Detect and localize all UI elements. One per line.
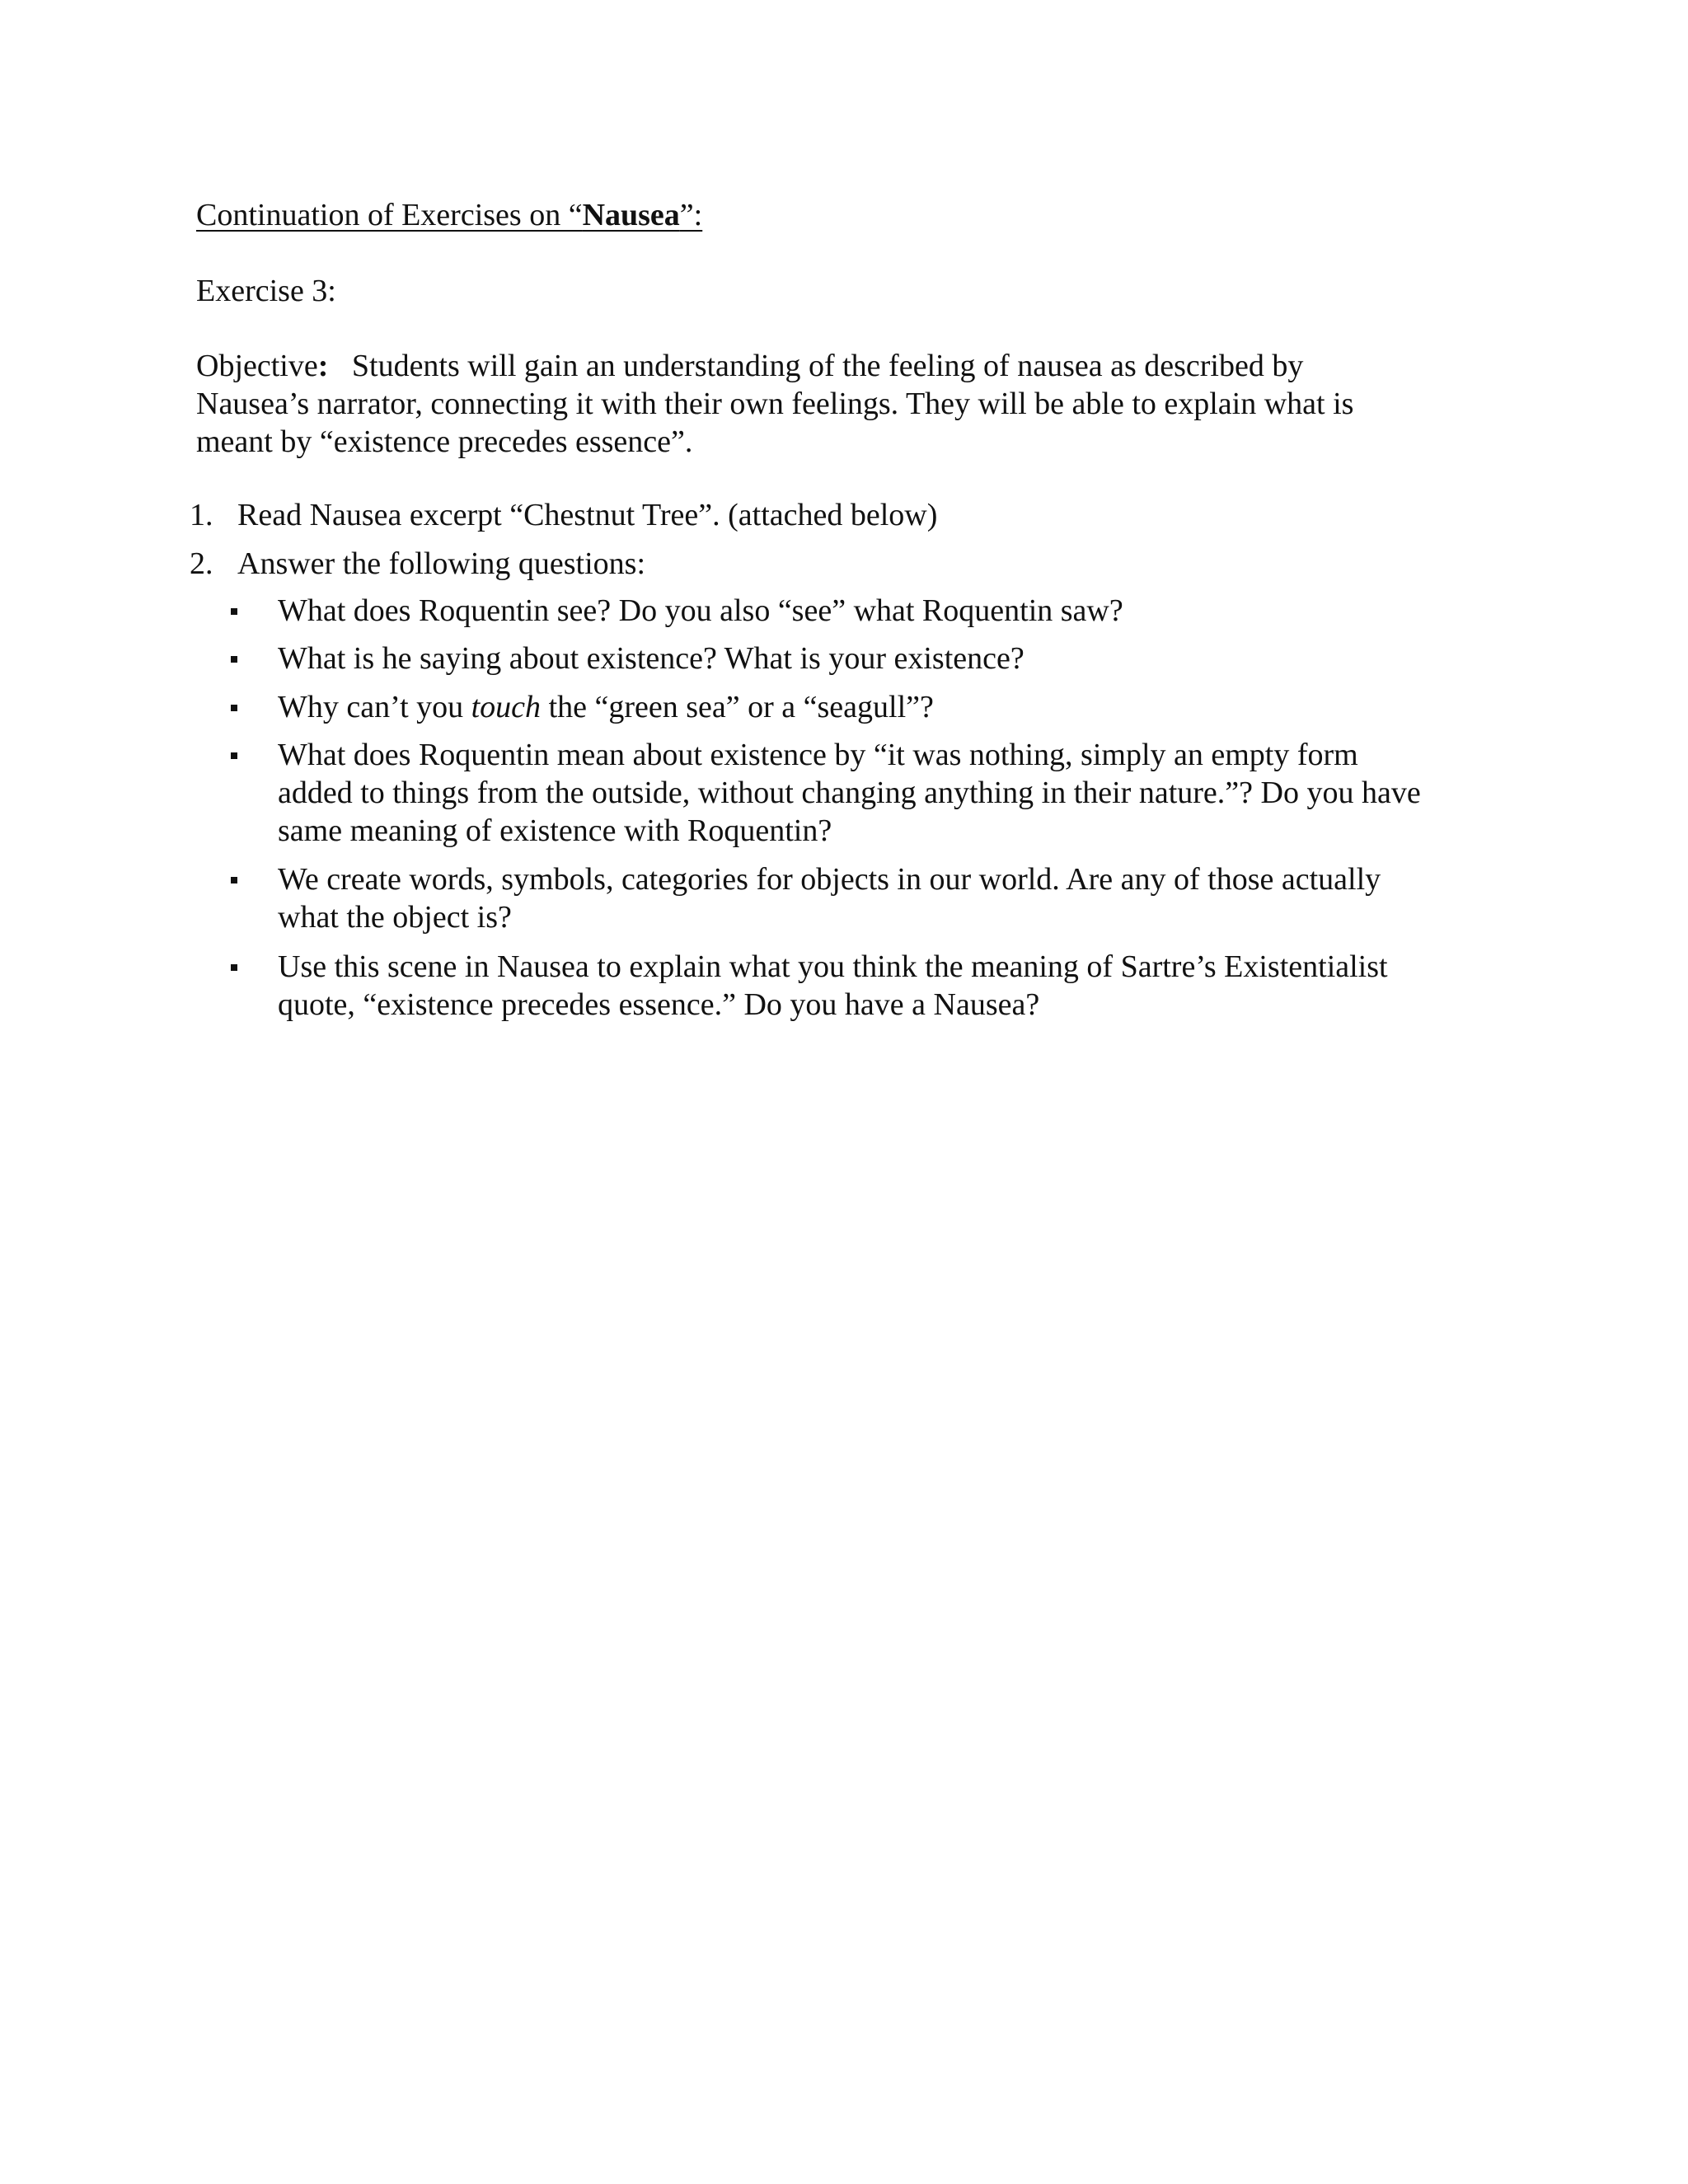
question-text-line-1: Use this scene in Nausea to explain what you think the meaning of Sartre’s Existentialist [278,949,1388,984]
step-number: 1. [190,498,213,532]
bullet-square-icon [231,705,237,711]
step-item-2 [190,545,645,583]
question-text: What is he saying about existence? What is your existence? [278,641,1025,676]
objective-label: Objective [196,349,318,383]
question-text [278,688,1498,726]
objective-paragraph [196,347,1482,461]
question-text-line-2: added to things from the outside, without changing anything in their nature.”? Do you have [278,776,1421,810]
question-text-after: the “green sea” or a “seagull”? [541,690,934,724]
objective-line-3: meant by “existence precedes essence”. [196,424,693,459]
question-text-line-2: quote, “existence precedes essence.” Do you have a Nausea? [278,987,1040,1022]
step-number: 2. [190,546,213,581]
question-text-line-2: what the object is? [278,900,512,935]
heading-title-bold: Nausea [582,198,680,232]
bullet-square-icon [231,964,237,971]
bullet-square-icon [231,608,237,615]
objective-colon: : [317,349,329,383]
question-text-line-1: We create words, symbols, categories for objects in our world. Are any of those actually [278,862,1381,897]
question-text-line-3: same meaning of existence with Roquentin? [278,813,832,848]
document-heading [196,196,702,234]
heading-prefix: Continuation of Exercises on “ [196,198,583,232]
heading-suffix: ”: [679,198,703,232]
question-text-italic: touch [471,690,542,724]
step-text: Read Nausea excerpt “Chestnut Tree”. (attached below) [237,498,938,532]
step-item-1 [190,496,937,534]
objective-line-2: Nausea’s narrator, connecting it with their own feelings. They will be able to explain what is [196,387,1354,421]
question-text-line-1: What does Roquentin mean about existence by “it was nothing, simply an empty form [278,738,1358,772]
question-text: What does Roquentin see? Do you also “see” what Roquentin saw? [278,593,1123,628]
objective-line-1 [196,347,1482,385]
bullet-square-icon [231,877,237,883]
objective-text-1: Students will gain an understanding of the feeling of nausea as described by [351,349,1304,383]
exercise-label: Exercise 3: [196,274,336,308]
bullet-square-icon [231,752,237,759]
question-text-before: Why can’t you [278,690,471,724]
step-text: Answer the following questions: [237,546,646,581]
bullet-square-icon [231,656,237,663]
